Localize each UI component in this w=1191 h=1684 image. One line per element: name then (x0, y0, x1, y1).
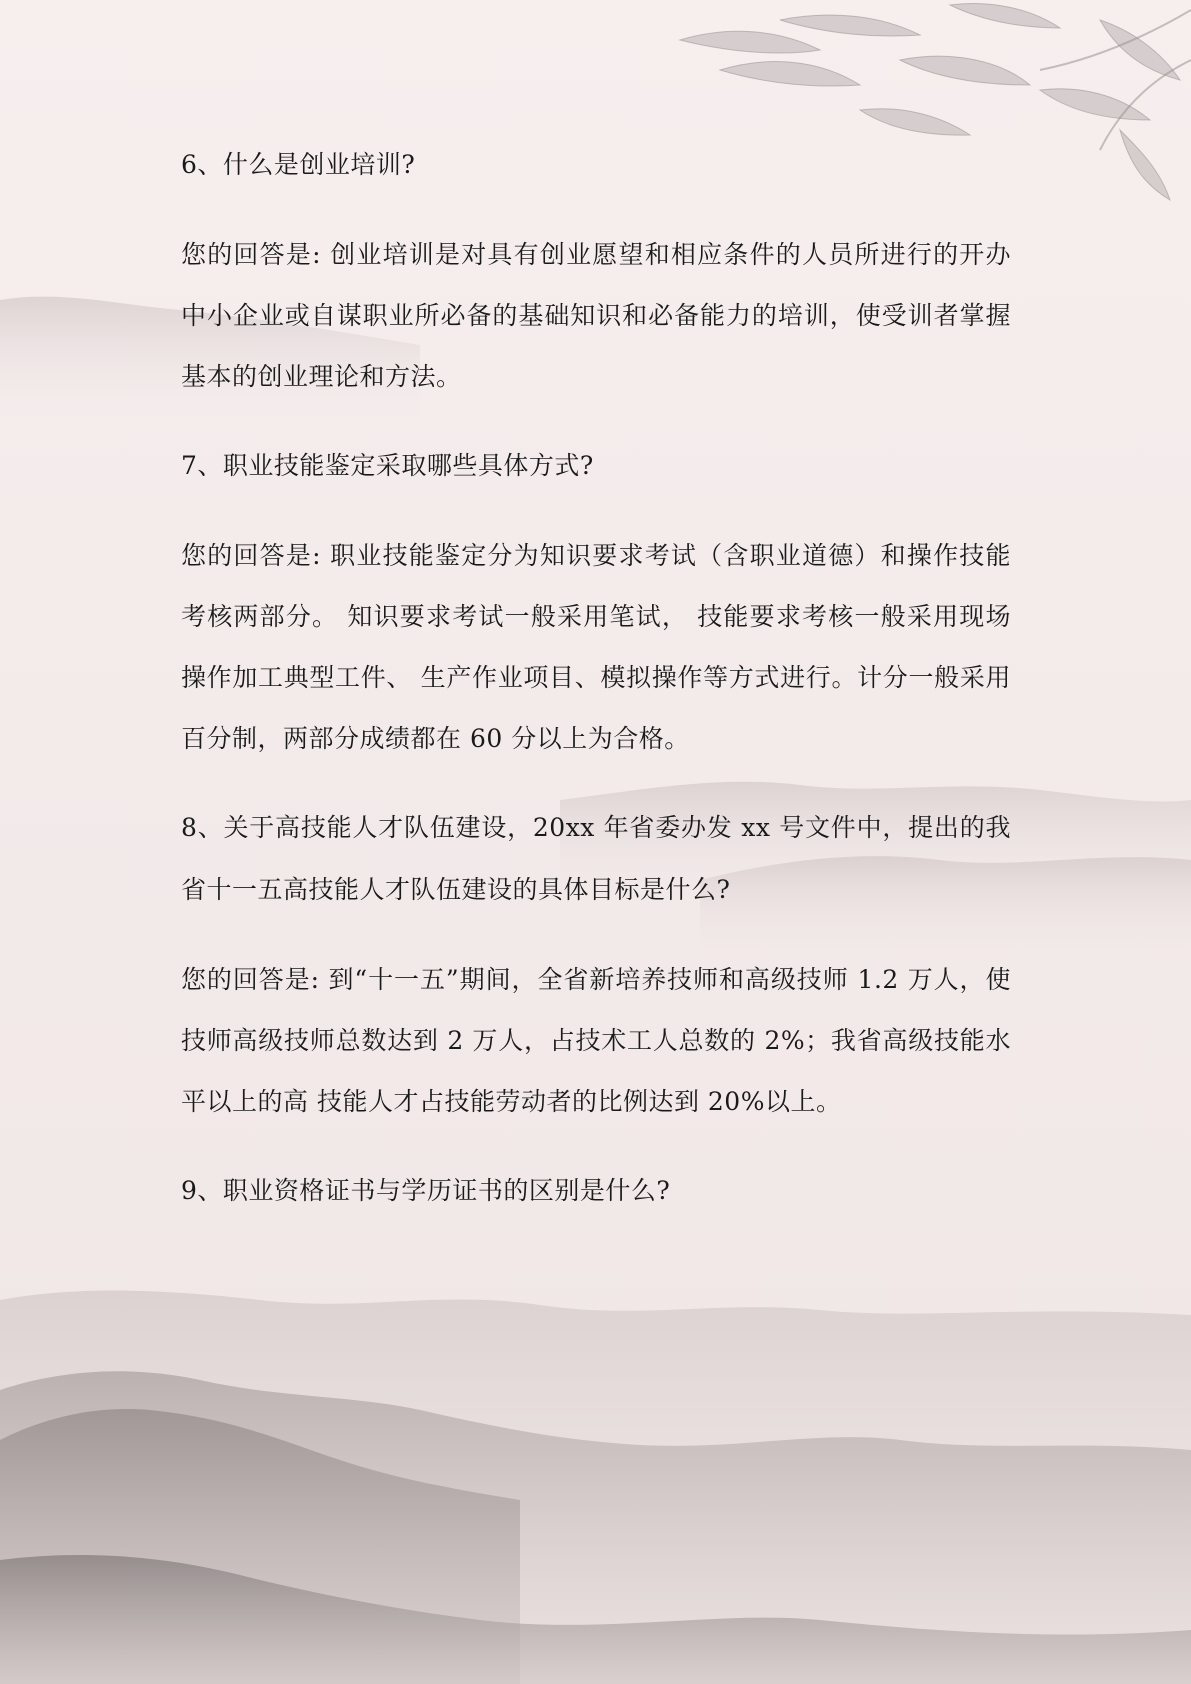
answer-6: 您的回答是: 创业培训是对具有创业愿望和相应条件的人员所进行的开办中小企业或自谋职业所必备的基础知识和必备能力的培训，使受训者掌握基本的创业理论和方法。 (181, 240, 1011, 391)
answer-8: 您的回答是: 到“十一五”期间，全省新培养技师和高级技师 1.2 万人，使技师高级技师总数达到 2 万人，占技术工人总数的 2%；我省高级技能水平以上的高 技能人才占技能劳动者的比例达到 20%以上。 (181, 965, 1011, 1116)
question-7: 7、职业技能鉴定采取哪些具体方式? (181, 451, 594, 480)
question-8: 8、关于高技能人才队伍建设，20xx 年省委办发 xx 号文件中，提出的我省十一五高技能人才队伍建设的具体目标是什么? (181, 813, 1011, 904)
document-body (181, 134, 1011, 1222)
question-6: 6、什么是创业培训? (181, 150, 416, 179)
answer-7: 您的回答是: 职业技能鉴定分为知识要求考试（含职业道德）和操作技能考核两部分。 知识要求考试一般采用笔试， 技能要求考核一般采用现场操作加工典型工件、 生产作业项目、模拟操作等方式进行。计分一般采用百分制，两部分成绩都在 60 分以上为合格。 (181, 541, 1011, 753)
question-9: 9、职业资格证书与学历证书的区别是什么? (181, 1176, 671, 1205)
